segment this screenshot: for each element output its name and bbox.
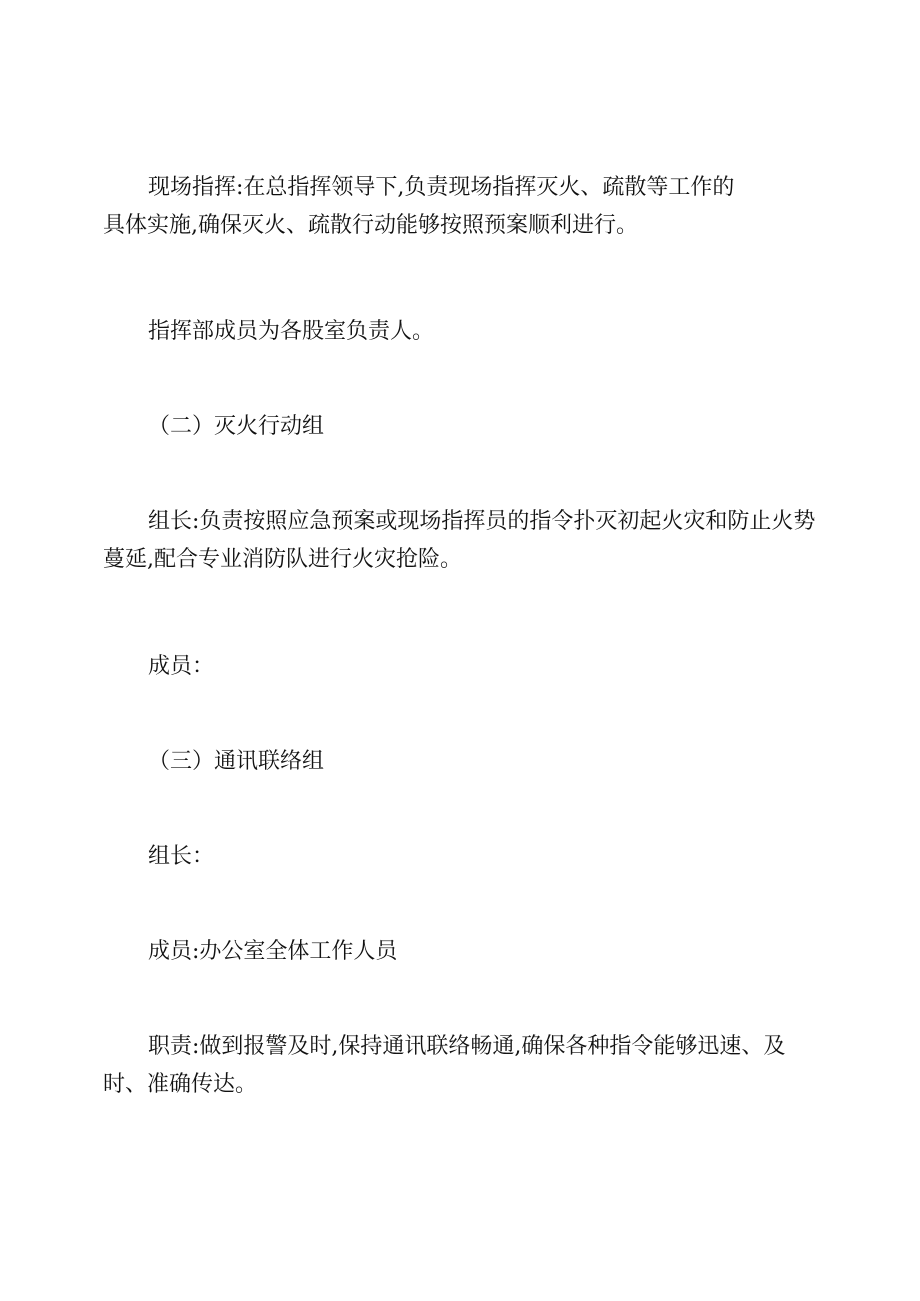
text-line: 职责:做到报警及时,保持通讯联络畅通,确保各种指令能够迅速、及 [148, 1034, 786, 1059]
paragraph-command-members [103, 313, 803, 351]
text-line: 时、准确传达。 [103, 1072, 258, 1097]
text-line: 蔓延,配合专业消防队进行火灾抢险。 [103, 547, 462, 572]
heading-firefighting-group [103, 408, 803, 446]
text-line: 现场指挥:在总指挥领导下,负责现场指挥灭火、疏散等工作的 [148, 175, 735, 200]
heading-communication-group [103, 743, 803, 781]
paragraph-firefighting-members [103, 648, 803, 686]
text-line: 组长： [148, 844, 215, 869]
paragraph-site-commander [103, 169, 803, 245]
section-heading: （二）灭火行动组 [148, 414, 325, 439]
text-line: 组长:负责按照应急预案或现场指挥员的指令扑灭初起火灾和防止火势 [148, 509, 816, 534]
text-line: 成员:办公室全体工作人员 [148, 939, 398, 964]
section-heading: （三）通讯联络组 [148, 749, 325, 774]
text-line: 指挥部成员为各股室负责人。 [148, 319, 435, 344]
text-line: 具体实施,确保灭火、疏散行动能够按照预案顺利进行。 [103, 213, 638, 238]
paragraph-communication-leader [103, 838, 803, 876]
paragraph-firefighting-leader [103, 503, 816, 579]
text-line: 成员： [148, 654, 215, 679]
paragraph-communication-duties [103, 1028, 803, 1104]
paragraph-communication-members [103, 933, 803, 971]
